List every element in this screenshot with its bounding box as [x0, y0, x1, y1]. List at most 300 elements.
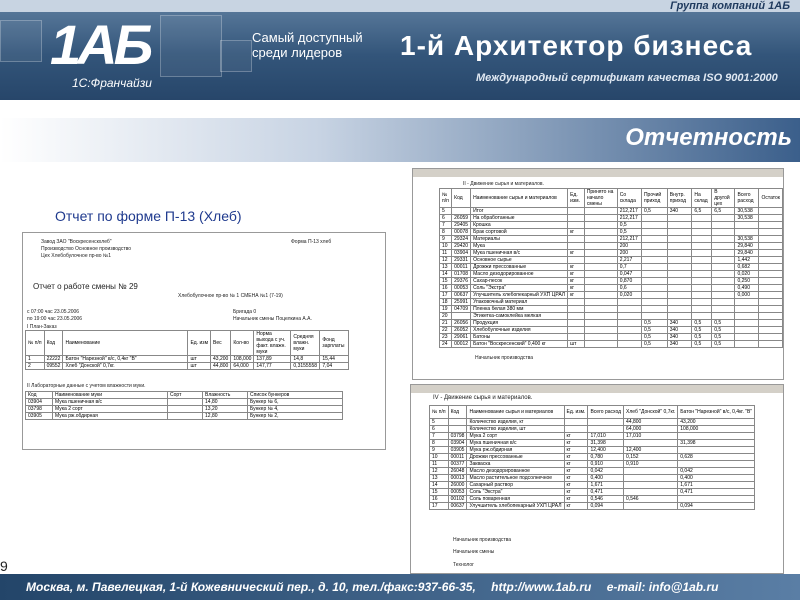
- table-cell: Этикетка-самоклейка мелкая: [471, 313, 568, 320]
- table-cell: [641, 306, 667, 313]
- table-header-cell: Батон "Нарезной" в/с, 0,4кг. "В": [678, 406, 755, 419]
- table-cell: 0,5: [617, 222, 641, 229]
- table-cell: [678, 496, 755, 503]
- table-cell: Соль "Экстра": [467, 489, 564, 496]
- table-cell: [584, 299, 617, 306]
- table-cell: На обработанные: [471, 215, 568, 222]
- table-cell: 29376: [452, 278, 471, 285]
- lab-table: [25, 391, 343, 420]
- table-cell: [584, 215, 617, 222]
- table-cell: [452, 208, 471, 215]
- table-cell: [641, 278, 667, 285]
- table-cell: [735, 334, 759, 341]
- table-cell: Пленка белая 380 мм: [471, 306, 568, 313]
- table-cell: 12,80: [203, 413, 248, 420]
- table-cell: 0,7: [617, 264, 641, 271]
- table-cell: 03904: [448, 440, 467, 447]
- table-cell: [641, 236, 667, 243]
- left-doc-heading: Отчет по форме П-13 (Хлеб): [55, 208, 242, 224]
- table-row: [440, 327, 783, 334]
- table-cell: [624, 489, 678, 496]
- certificate-text: Международный сертификат качества ISO 9001:2000: [476, 72, 778, 84]
- table-cell: [692, 278, 712, 285]
- table-row: [430, 440, 755, 447]
- table-cell: 21: [440, 320, 452, 327]
- table-cell: [692, 243, 712, 250]
- table-cell: 17,010: [588, 433, 624, 440]
- table-cell: 12,400: [624, 447, 678, 454]
- table-header-cell: Ед. изм.: [568, 189, 585, 208]
- table-cell: 00377: [448, 461, 467, 468]
- table-cell: 0,5: [641, 208, 667, 215]
- table-cell: Соль поваренная: [467, 496, 564, 503]
- table-cell: [568, 306, 585, 313]
- table-row: [440, 285, 783, 292]
- footer-address: Москва, м. Павелецкая, 1-й Кожевнический пер., д. 10, тел./факс:937-66-35,: [26, 580, 476, 594]
- table-row: [430, 503, 755, 510]
- table-cell: 9: [440, 236, 452, 243]
- table-cell: [624, 482, 678, 489]
- table-cell: [617, 334, 641, 341]
- table-cell: [759, 334, 783, 341]
- lab-table-wrap: [25, 391, 343, 420]
- table-cell: [584, 236, 617, 243]
- table-cell: [692, 285, 712, 292]
- table-cell: [692, 215, 712, 222]
- table-cell: [641, 299, 667, 306]
- brand-title: 1-й Архитектор бизнеса: [400, 30, 753, 61]
- table-cell: [678, 433, 755, 440]
- table-cell: 15: [430, 489, 449, 496]
- table-cell: Батоны: [471, 334, 568, 341]
- table-cell: Мука пшеничная в/с: [467, 440, 564, 447]
- table-cell: 26059: [452, 215, 471, 222]
- table-cell: 200: [617, 250, 641, 257]
- table-cell: [584, 257, 617, 264]
- table-cell: 0,682: [735, 264, 759, 271]
- table-cell: [759, 292, 783, 299]
- plan-table: [25, 330, 349, 370]
- table-row: [440, 334, 783, 341]
- table-cell: кг: [564, 503, 588, 510]
- table-cell: [735, 313, 759, 320]
- table-header-cell: Всего расход: [588, 406, 624, 419]
- table-header-cell: Норма выхода с уч. факт. влажн. муки: [254, 331, 291, 356]
- table-cell: [564, 419, 588, 426]
- table-cell: 0,5: [692, 327, 712, 334]
- table-row: [440, 271, 783, 278]
- table-cell: 8: [430, 440, 449, 447]
- section-title: IV - Движение сырья и материалов.: [433, 395, 533, 401]
- table-cell: 6,5: [712, 208, 735, 215]
- right-top-spreadsheet: [412, 168, 784, 380]
- table-cell: Мука: [471, 243, 568, 250]
- table-cell: [452, 313, 471, 320]
- table-cell: 0,5: [692, 320, 712, 327]
- table-cell: [759, 208, 783, 215]
- table-cell: 11: [430, 461, 449, 468]
- table-cell: [641, 257, 667, 264]
- table-cell: [584, 327, 617, 334]
- table-cell: 0,5: [712, 320, 735, 327]
- table-cell: [641, 222, 667, 229]
- table-cell: Количество изделия, кг: [467, 419, 564, 426]
- spreadsheet-table: [439, 188, 783, 348]
- footer-contacts: [26, 580, 718, 594]
- table-cell: 03904: [26, 399, 53, 406]
- table-cell: Сахар-песок: [471, 278, 568, 285]
- table-cell: [712, 229, 735, 236]
- table-cell: 0,400: [588, 475, 624, 482]
- table-cell: 31,398: [588, 440, 624, 447]
- table-header-cell: Ед. изм.: [564, 406, 588, 419]
- footer-email[interactable]: e-mail: info@1ab.ru: [606, 580, 719, 594]
- table-cell: 340: [667, 334, 692, 341]
- table-cell: 0,020: [617, 292, 641, 299]
- table-cell: кг: [568, 229, 585, 236]
- table-cell: [641, 313, 667, 320]
- table-cell: Соль "Экстра": [471, 285, 568, 292]
- table-header-cell: Вес: [211, 331, 231, 356]
- table-cell: Улучшитель хлебопекарный УХП ЦРАЛ: [471, 292, 568, 299]
- table-cell: Бункер № 6,: [248, 399, 343, 406]
- table-cell: [667, 292, 692, 299]
- table-cell: 0,5: [712, 341, 735, 348]
- table-cell: [712, 292, 735, 299]
- table-cell: 12: [440, 257, 452, 264]
- table-cell: 29324: [452, 236, 471, 243]
- table-cell: [667, 215, 692, 222]
- doc-line: Производство Основное производство: [41, 246, 132, 252]
- table-cell: [641, 285, 667, 292]
- table-cell: 00637: [452, 292, 471, 299]
- table-row: [430, 468, 755, 475]
- table-cell: [667, 299, 692, 306]
- table-cell: [624, 475, 678, 482]
- table-cell: Брак сортовой: [471, 229, 568, 236]
- table-cell: Мука 2 сорт: [467, 433, 564, 440]
- table-cell: 64,000: [231, 363, 254, 370]
- table-cell: [584, 306, 617, 313]
- table-header-cell: Принято на начало смены: [584, 189, 617, 208]
- table-cell: Продукция: [471, 320, 568, 327]
- table-header-cell: Внутр. приход: [667, 189, 692, 208]
- table-cell: 340: [667, 341, 692, 348]
- table-row: [430, 489, 755, 496]
- table-cell: 6: [430, 426, 449, 433]
- table-cell: [735, 320, 759, 327]
- group-name: Группа компаний 1АБ: [670, 0, 790, 12]
- doc-line: Завод ЗАО "Воскресенскхлеб": [41, 239, 112, 245]
- table-cell: [712, 306, 735, 313]
- table-cell: 29061: [452, 334, 471, 341]
- table-header-cell: Прочий приход: [641, 189, 667, 208]
- table-cell: Мука пшеничная в/с: [53, 399, 168, 406]
- table-cell: 0,3155558: [291, 363, 320, 370]
- table-cell: [759, 250, 783, 257]
- table-cell: 2,217: [617, 257, 641, 264]
- table-cell: [568, 222, 585, 229]
- table-cell: [712, 257, 735, 264]
- table-cell: [692, 292, 712, 299]
- table-header-cell: В другой цех: [712, 189, 735, 208]
- table-cell: 0,471: [678, 489, 755, 496]
- table-cell: [759, 229, 783, 236]
- table-header-cell: Хлеб "Донской" 0,7кг.: [624, 406, 678, 419]
- table-cell: кг: [564, 461, 588, 468]
- table-cell: [588, 419, 624, 426]
- table-cell: 00053: [448, 489, 467, 496]
- table-cell: 17,010: [624, 433, 678, 440]
- table-cell: [692, 257, 712, 264]
- table-cell: [617, 320, 641, 327]
- table-cell: 0,5: [641, 327, 667, 334]
- slogan: [252, 30, 363, 60]
- table-cell: 7: [430, 433, 449, 440]
- shift-title: Отчет о работе смены № 29: [33, 282, 138, 291]
- signature-label: Начальник производства: [475, 355, 534, 361]
- table-cell: 0,5: [641, 341, 667, 348]
- table-cell: 00011: [452, 264, 471, 271]
- table-cell: 340: [667, 320, 692, 327]
- table-cell: 11: [440, 250, 452, 257]
- table-cell: [641, 250, 667, 257]
- table-cell: [667, 271, 692, 278]
- table-cell: [584, 341, 617, 348]
- table-cell: 31,398: [678, 440, 755, 447]
- table-cell: 03904: [452, 250, 471, 257]
- table-cell: [584, 313, 617, 320]
- table-cell: 29405: [452, 222, 471, 229]
- table-cell: [735, 327, 759, 334]
- table-cell: [588, 426, 624, 433]
- table-cell: 7,04: [320, 363, 349, 370]
- table-cell: 340: [667, 327, 692, 334]
- table-row: [440, 250, 783, 257]
- table-cell: 1: [26, 356, 45, 363]
- table-cell: [759, 327, 783, 334]
- slogan-line-2: среди лидеров: [252, 45, 343, 60]
- slide-title: Отчетность: [625, 124, 792, 151]
- table-cell: [584, 292, 617, 299]
- table-cell: 0,5: [617, 229, 641, 236]
- table-cell: [624, 503, 678, 510]
- table-cell: 03798: [448, 433, 467, 440]
- table-cell: кг: [564, 433, 588, 440]
- table-header-row: [440, 189, 783, 208]
- table-cell: кг: [568, 285, 585, 292]
- table-cell: 137,89: [254, 356, 291, 363]
- table-row: [430, 433, 755, 440]
- section-title: II - Движение сырья и материалов.: [463, 181, 544, 187]
- slide-number: 9: [0, 558, 8, 574]
- table-cell: [759, 257, 783, 264]
- table-cell: 00013: [448, 475, 467, 482]
- table-cell: [617, 341, 641, 348]
- table-header-cell: № п/п: [430, 406, 449, 419]
- table-header-cell: Наименование: [63, 331, 188, 356]
- table-cell: 29420: [452, 243, 471, 250]
- table-cell: [759, 215, 783, 222]
- table-cell: 0,546: [588, 496, 624, 503]
- table-row: [440, 222, 783, 229]
- table-cell: 0,5: [712, 327, 735, 334]
- table-cell: кг: [568, 264, 585, 271]
- table-cell: 17: [430, 503, 449, 510]
- table-cell: 23: [440, 334, 452, 341]
- table-cell: [712, 313, 735, 320]
- table-header-cell: № п/п: [26, 331, 45, 356]
- right-bottom-table-wrap: [429, 405, 755, 510]
- table-row: [440, 299, 783, 306]
- table-cell: 0,471: [588, 489, 624, 496]
- table-cell: 8: [440, 229, 452, 236]
- logo-subtitle: 1С:Франчайзи: [72, 76, 152, 90]
- table-cell: [759, 341, 783, 348]
- signature-label: Начальник производства: [453, 537, 512, 543]
- table-row: [430, 496, 755, 503]
- table-header-cell: Средняя влажн. муки: [291, 331, 320, 356]
- table-cell: 25991: [452, 299, 471, 306]
- table-cell: Масло дезодорированное: [471, 271, 568, 278]
- table-cell: Закваска: [467, 461, 564, 468]
- table-cell: [759, 299, 783, 306]
- table-cell: [759, 320, 783, 327]
- table-cell: [667, 306, 692, 313]
- table-row: [430, 447, 755, 454]
- table-cell: [735, 341, 759, 348]
- table-cell: 1,671: [588, 482, 624, 489]
- table-cell: 29331: [452, 257, 471, 264]
- table-cell: Итог: [471, 208, 568, 215]
- table-cell: 7: [440, 222, 452, 229]
- table-cell: [759, 271, 783, 278]
- table-cell: кг: [564, 475, 588, 482]
- table-cell: 20: [440, 313, 452, 320]
- table-cell: Дрожжи прессованные: [467, 454, 564, 461]
- table-header-cell: Код: [26, 392, 53, 399]
- table-cell: 29,840: [735, 250, 759, 257]
- table-cell: 0,094: [678, 503, 755, 510]
- company-logo: [40, 12, 152, 90]
- table-cell: [641, 292, 667, 299]
- table-row: [26, 363, 349, 370]
- table-cell: [568, 215, 585, 222]
- table-cell: [667, 278, 692, 285]
- table-cell: [584, 250, 617, 257]
- table-cell: [759, 222, 783, 229]
- table-cell: [678, 447, 755, 454]
- table-header-cell: На склад: [692, 189, 712, 208]
- spreadsheet-table: [429, 405, 755, 510]
- table-cell: [712, 215, 735, 222]
- table-cell: 1,671: [678, 482, 755, 489]
- table-cell: [759, 278, 783, 285]
- table-cell: [667, 257, 692, 264]
- table-cell: [617, 313, 641, 320]
- table-cell: [692, 271, 712, 278]
- footer-site[interactable]: http://www.1ab.ru: [491, 580, 592, 594]
- table-cell: кг: [568, 250, 585, 257]
- table-cell: [692, 264, 712, 271]
- table-cell: [641, 243, 667, 250]
- table-cell: [448, 426, 467, 433]
- table-cell: Бункер № 2,: [248, 413, 343, 420]
- table-row: [440, 313, 783, 320]
- table-cell: 00053: [452, 285, 471, 292]
- decor-square: [160, 15, 222, 77]
- table-cell: [584, 320, 617, 327]
- table-header-cell: Кол-во: [231, 331, 254, 356]
- table-cell: 108,000: [678, 426, 755, 433]
- table-cell: [735, 229, 759, 236]
- table-cell: 22222: [44, 356, 63, 363]
- table-cell: 0,042: [678, 468, 755, 475]
- table-cell: 03798: [26, 406, 53, 413]
- table-cell: [759, 313, 783, 320]
- table-cell: 2: [26, 363, 45, 370]
- table-cell: 64,000: [624, 426, 678, 433]
- table-row: [26, 413, 343, 420]
- table-cell: 0,546: [624, 496, 678, 503]
- table-cell: 15,44: [320, 356, 349, 363]
- table-cell: [712, 278, 735, 285]
- table-cell: 0,020: [735, 271, 759, 278]
- table-cell: Мука рж.обдирная: [467, 447, 564, 454]
- table-cell: Бункер № 4,: [248, 406, 343, 413]
- table-cell: Масло дезодорированное: [467, 468, 564, 475]
- section-plan: I План-Заказ: [27, 324, 57, 330]
- table-cell: Хлеб "Донской" 0,7кг.: [63, 363, 188, 370]
- table-cell: [568, 243, 585, 250]
- column-header-bar: [413, 169, 783, 177]
- table-cell: 03905: [448, 447, 467, 454]
- table-cell: кг: [564, 440, 588, 447]
- table-cell: [735, 306, 759, 313]
- table-cell: 14,8: [291, 356, 320, 363]
- table-cell: [712, 299, 735, 306]
- table-cell: [759, 306, 783, 313]
- table-row: [440, 243, 783, 250]
- table-cell: 0,6: [617, 285, 641, 292]
- table-cell: 00012: [452, 341, 471, 348]
- table-cell: 0,910: [588, 461, 624, 468]
- table-header-cell: Код: [44, 331, 63, 356]
- table-cell: [584, 243, 617, 250]
- table-cell: [692, 250, 712, 257]
- table-cell: 00637: [448, 503, 467, 510]
- table-cell: Крошка: [471, 222, 568, 229]
- table-cell: 29,840: [735, 243, 759, 250]
- table-cell: Улучшитель хлебопекарный УХП ЦРАЛ: [467, 503, 564, 510]
- table-row: [430, 454, 755, 461]
- table-row: [440, 341, 783, 348]
- table-cell: [667, 222, 692, 229]
- table-header-row: [26, 331, 349, 356]
- table-cell: кг: [564, 454, 588, 461]
- table-cell: 5: [430, 419, 449, 426]
- table-cell: Мука пшеничная в/с: [471, 250, 568, 257]
- table-header-cell: Влажность: [203, 392, 248, 399]
- table-header-cell: Код: [448, 406, 467, 419]
- table-row: [430, 419, 755, 426]
- table-cell: [584, 278, 617, 285]
- table-cell: 15: [440, 278, 452, 285]
- table-cell: 09552: [44, 363, 63, 370]
- table-cell: кг: [564, 489, 588, 496]
- table-cell: [568, 334, 585, 341]
- table-cell: 0,094: [588, 503, 624, 510]
